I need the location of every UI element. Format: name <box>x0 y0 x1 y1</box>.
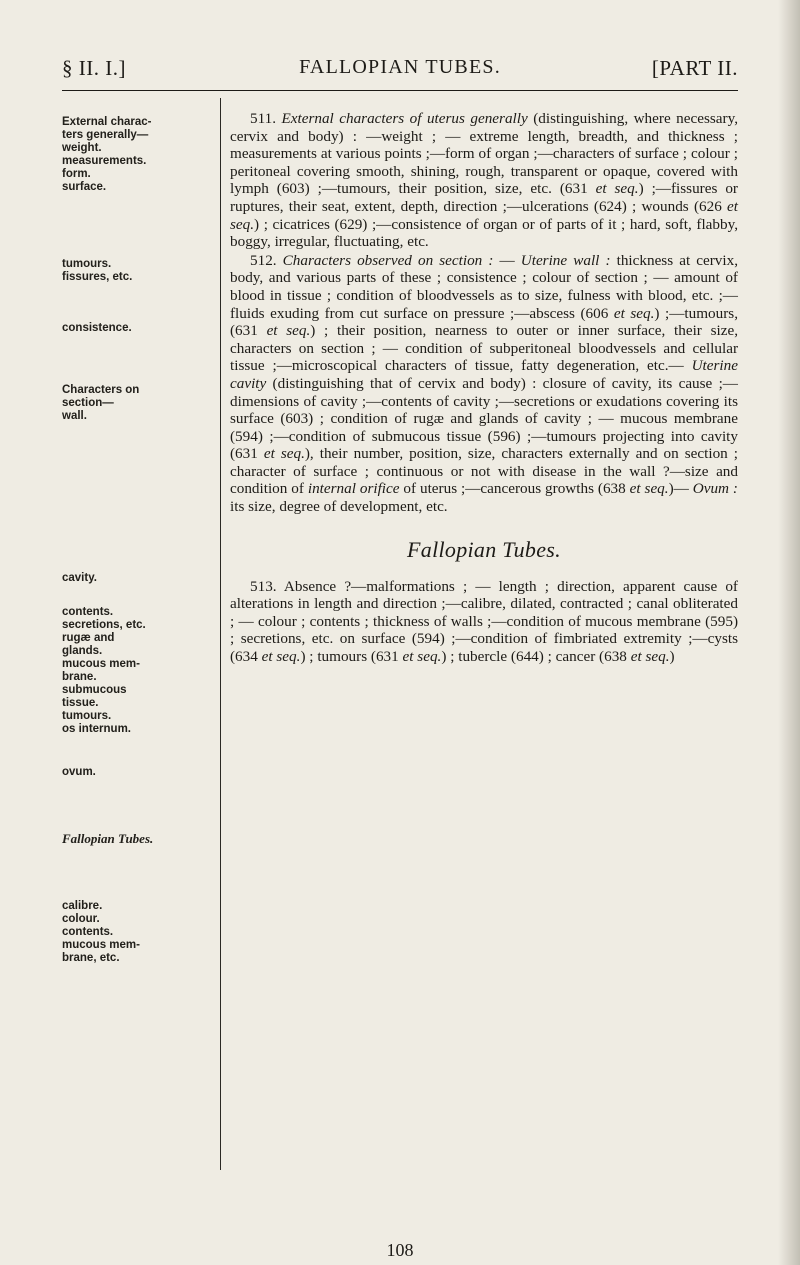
et-seq: et seq. <box>402 648 442 666</box>
margin-note: ovum. <box>62 766 96 778</box>
et-seq: et seq. <box>595 180 639 198</box>
paragraph-subtitle: Ovum : <box>692 480 738 498</box>
margin-note: Characters on section— wall. <box>62 384 140 422</box>
margin-note: consistence. <box>62 322 132 334</box>
margin-note-heading: Fallopian Tubes. <box>62 831 154 846</box>
paragraph-subtitle: Uterine wall : <box>520 251 611 269</box>
dash: — <box>493 251 521 269</box>
paragraph-text: ) ; cicatrices (629) ;—consistence of organ or of parts of it ; hard, soft, flabby, boggy, irregular, fluctuating, etc. <box>230 215 738 251</box>
paragraph-511 <box>230 110 738 251</box>
main-text <box>230 110 738 666</box>
paragraph-text: of uterus ;—cancerous growths (638 <box>399 480 630 498</box>
paragraph-text: ) ; their position, nearness to outer or inner surface, their size, characters on section ; — condition of subperitoneal bloodvessels and cellular tissue ;—microscopical characters of tissue, fatty degeneration, etc.— <box>230 322 738 375</box>
paragraph-number: 511. <box>250 110 277 127</box>
paragraph-title: External characters of uterus generally <box>281 110 528 127</box>
paragraph-title: Characters observed on section : <box>282 251 494 269</box>
margin-note: contents. secretions, etc. rugæ and glands. mucous mem- brane. submucous tissue. tumours. os internum. <box>62 606 146 735</box>
paragraph-number: 513. <box>250 577 277 595</box>
paragraph-subtitle: internal orifice <box>307 480 400 498</box>
paragraph-text: ) <box>669 648 675 666</box>
et-seq: et seq. <box>230 197 738 233</box>
paragraph-text: ), their number, position, size, characters externally and on section ; character of surface ; continuous or not with disease in the wall ?—size and condition of <box>230 445 738 498</box>
margin-note: tumours. fissures, etc. <box>62 258 133 283</box>
paragraph-512 <box>230 252 738 516</box>
paragraph-number: 512. <box>250 251 277 269</box>
margin-note: cavity. <box>62 572 97 584</box>
et-seq: et seq. <box>266 322 311 340</box>
paragraph-text: Absence ?—malformations ; — length ; direction, apparent cause of alterations in length and direction ;—calibre, dilated, contracted ; canal obliterated ; — colour ; contents ; thickness of walls ;—condition of mucous membrane (595) ; secretions, etc. on surface (594) ;—condition of fimbriated extremity ;—cysts (634 <box>230 577 738 666</box>
paragraph-text: its size, degree of development, etc. <box>230 498 448 516</box>
et-seq: et seq. <box>629 480 669 498</box>
paragraph-text: ) ;—fissures or ruptures, their seat, extent, depth, direction ;—ulcerations (624) ; wounds (626 <box>230 180 738 215</box>
paragraph-text: ) ; tumours (631 <box>300 648 403 666</box>
margin-note: External charac- ters generally— weight. measurements. form. surface. <box>62 116 152 193</box>
margin-divider <box>220 98 221 1170</box>
section-heading: Fallopian Tubes. <box>407 536 561 562</box>
running-head-part: [PART II. <box>651 56 738 80</box>
et-seq: et seq. <box>263 445 305 463</box>
margin-note: calibre. colour. contents. mucous mem- brane, etc. <box>62 900 140 964</box>
running-head-section: § II. I.] <box>62 56 126 80</box>
et-seq: et seq. <box>613 304 655 322</box>
paragraph-text: )— <box>668 480 693 498</box>
paragraph-text: ) ; tubercle (644) ; cancer (638 <box>441 648 631 666</box>
running-head-title: FALLOPIAN TUBES. <box>299 56 501 78</box>
paragraph-subtitle: Uterine cavity <box>230 357 738 392</box>
paragraph-text: ) ;—tumours, (631 <box>230 304 739 340</box>
paragraph-513 <box>230 578 738 666</box>
page-edge-shadow <box>778 0 800 1265</box>
paragraph-text: thickness at cervix, body, and various parts of these ; consistence ; colour of section ; — amount of blood in tissue ; condition of bloodvessels as to size, fulness with blood, etc. ;—fluids exuding from cut surface on pressure ;—abscess (606 <box>230 251 738 322</box>
header-rule <box>62 90 738 91</box>
page-number: 108 <box>386 1240 414 1260</box>
et-seq: et seq. <box>261 648 301 666</box>
paragraph-text: (distinguishing, where necessary, cervix and body) : —weight ; — extreme length, breadth, and thickness ; measurements at various points ;—form of organ ;—characters of surface ; colour ; peritoneal covering smooth, shining, rough, transparent or opaque, covered with lymph (603) ;—tumours, their position, size, etc. (631 <box>230 110 738 198</box>
et-seq: et seq. <box>630 648 670 666</box>
paragraph-text: (distinguishing that of cervix and body) : closure of cavity, its cause ;—dimensions of cavity ;—contents of cavity ;—secretions or exudations covering its surface (603) ; condition of rugæ and glands of cavity ; — mucous membrane (594) ;—condition of submucous tissue (596) ;—tumours projecting into cavity (631 <box>230 374 738 463</box>
